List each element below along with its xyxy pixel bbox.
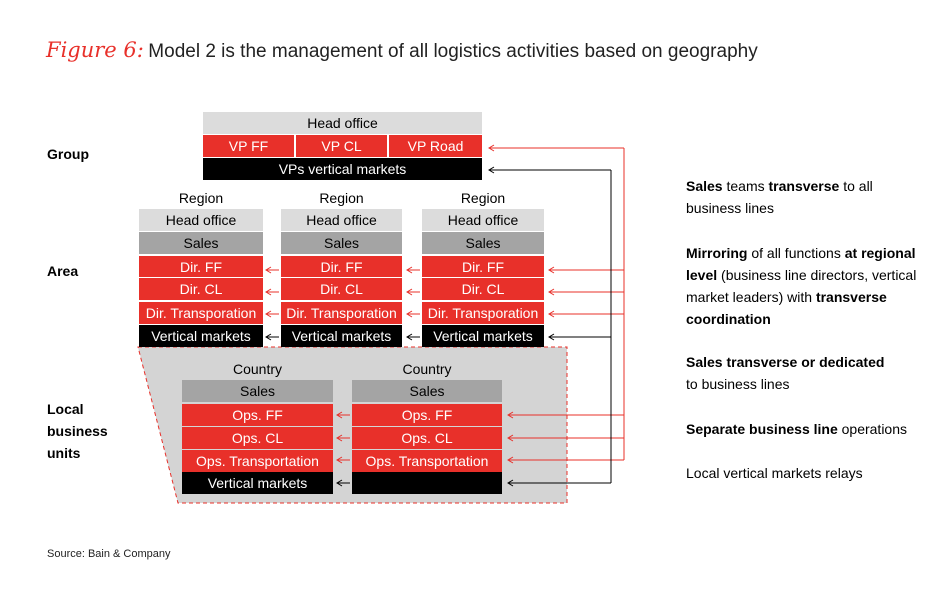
country-ops-ff: Ops. FF (182, 404, 333, 426)
region-dir-transport: Dir. Transporation (281, 302, 402, 324)
country-vertical: Vertical markets (182, 472, 333, 494)
region-dir-transport: Dir. Transporation (139, 302, 263, 324)
country-ops-ff: Ops. FF (352, 404, 502, 426)
region-dir-cl: Dir. CL (422, 278, 544, 300)
region-vertical: Vertical markets (139, 325, 263, 347)
level-group: Group (47, 146, 89, 162)
group-vps-vertical: VPs vertical markets (203, 158, 482, 180)
country-label: Country (232, 361, 283, 377)
note-local-relays: Local vertical markets relays (686, 465, 863, 481)
region-label: Region (319, 190, 364, 206)
level-local-1: Local (47, 401, 84, 417)
region-sales: Sales (139, 232, 263, 254)
region-dir-cl: Dir. CL (139, 278, 263, 300)
note-sales-transverse: Sales teams transverse to all business lines (686, 178, 873, 216)
country-sales: Sales (182, 380, 333, 402)
region-vertical: Vertical markets (281, 325, 402, 347)
country-ops-cl: Ops. CL (352, 427, 502, 449)
country-ops-cl: Ops. CL (182, 427, 333, 449)
region-head-office: Head office (422, 209, 544, 231)
note-sales-dedicated: Sales transverse or dedicated to business lines (686, 354, 885, 392)
title-text: Model 2 is the management of all logistics activities based on geography (148, 41, 758, 62)
group-head-office: Head office (203, 112, 482, 134)
region-vertical: Vertical markets (422, 325, 544, 347)
country-ops-transport: Ops. Transportation (352, 450, 502, 472)
region-dir-ff: Dir. FF (139, 256, 263, 277)
note-mirroring: Mirroring of all functions at regional level (business line directors, vertical market leaders) with transverse coordination (686, 245, 917, 327)
region-dir-ff: Dir. FF (281, 256, 402, 277)
figure-label: Figure 6: (46, 38, 144, 62)
region-dir-cl: Dir. CL (281, 278, 402, 300)
level-area: Area (47, 263, 79, 279)
country-sales: Sales (352, 380, 502, 402)
region-sales: Sales (422, 232, 544, 254)
note-separate-ops: Separate business line operations (686, 421, 908, 437)
group-vp-road: VP Road (389, 135, 482, 157)
region-label: Region (460, 190, 506, 206)
level-local-2: business (47, 423, 108, 439)
region-head-office: Head office (281, 209, 402, 231)
region-dir-transport: Dir. Transporation (422, 302, 544, 324)
level-local-3: units (47, 445, 81, 461)
group-vp-cl: VP CL (296, 135, 387, 157)
region-sales: Sales (281, 232, 402, 254)
region-label: Region (178, 190, 224, 206)
group-vp-ff: VP FF (203, 135, 294, 157)
country-label: Country (402, 361, 452, 377)
source-note: Source: Bain & Company (47, 548, 171, 560)
country-ops-transport: Ops. Transportation (182, 450, 333, 472)
country-vertical-empty (352, 472, 502, 494)
region-dir-ff: Dir. FF (422, 256, 544, 277)
region-head-office: Head office (139, 209, 263, 231)
